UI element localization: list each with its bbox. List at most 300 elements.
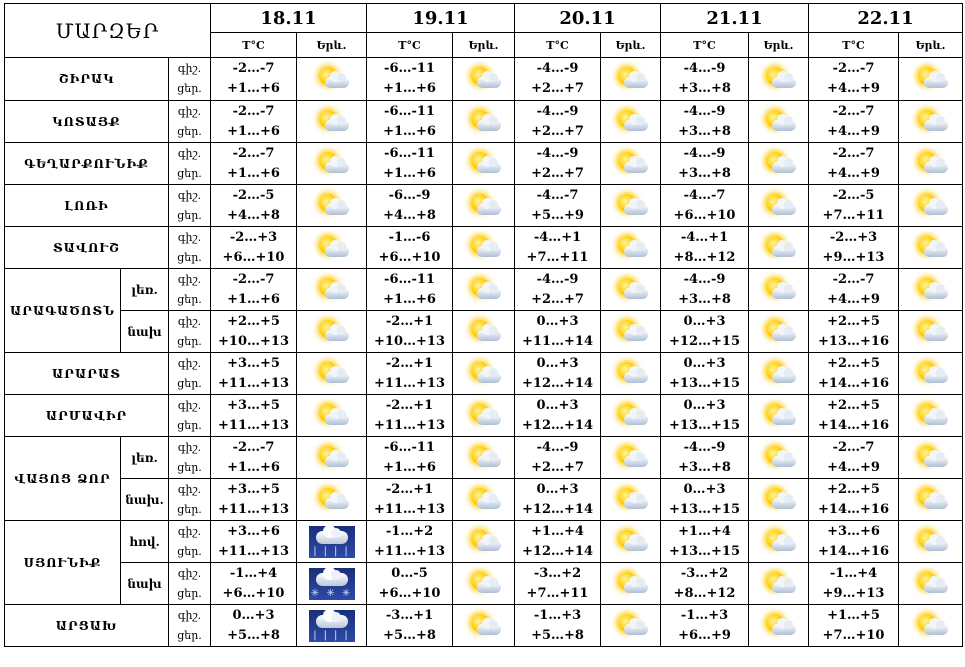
region-name: ԱՐՑԱԽ [5, 605, 169, 647]
weather-cell [749, 311, 809, 353]
day-temp: +11…+14 [522, 333, 593, 349]
partly-cloudy-icon [914, 528, 948, 556]
night-temp: -2…+1 [385, 397, 434, 413]
subregion-label: նախ [121, 311, 169, 353]
day-temp: +10…+13 [218, 333, 289, 349]
table-row [5, 101, 963, 143]
partly-cloudy-icon [467, 444, 501, 472]
day-temp: +6…+10 [378, 249, 441, 265]
day-temp: +6…+9 [678, 627, 731, 643]
night-temp: -4…-7 [683, 187, 726, 203]
region-name: ՇԻՐԱԿ [5, 58, 169, 101]
day-temp: +3…+8 [678, 165, 731, 181]
night-temp: 0…-5 [391, 565, 428, 581]
table-row [5, 143, 963, 185]
region-name: ԱՐԱՐԱՏ [5, 353, 169, 395]
partly-cloudy-icon [614, 192, 648, 220]
partly-cloudy-icon [467, 486, 501, 514]
weather-cell [297, 605, 367, 647]
partly-cloudy-icon [914, 276, 948, 304]
temperature-cell [515, 395, 601, 437]
day-temp: +12…+14 [522, 501, 593, 517]
weather-cell [297, 521, 367, 563]
day-temp: +7…+11 [526, 249, 589, 265]
day-temp: +4…+8 [383, 207, 436, 223]
weather-cell [899, 101, 963, 143]
day-temp: +14…+16 [818, 543, 889, 559]
night-temp: -4…+1 [533, 229, 582, 245]
weather-cell [899, 227, 963, 269]
temperature-cell [367, 311, 453, 353]
night-temp: -4…-9 [683, 271, 726, 287]
weather-cell [453, 185, 515, 227]
night-temp: -2…-5 [232, 187, 275, 203]
day-temp: +1…+6 [227, 165, 280, 181]
temperature-cell [661, 58, 749, 101]
temperature-cell [211, 227, 297, 269]
day-label: ցեր. [177, 292, 202, 306]
night-temp: -1…+4 [229, 565, 278, 581]
table-row [5, 437, 963, 479]
weather-col-header: Երև. [601, 33, 661, 58]
night-temp: 0…+3 [536, 481, 579, 497]
night-temp: 0…+3 [536, 355, 579, 371]
night-temp: -6…-9 [388, 187, 431, 203]
partly-cloudy-icon [762, 234, 796, 262]
rain-cloud-icon: ❘❘❘❘ [309, 526, 355, 558]
weather-col-header: Երև. [453, 33, 515, 58]
weather-cell [749, 185, 809, 227]
temperature-cell [367, 101, 453, 143]
date-header: 21.11 [661, 4, 809, 33]
weather-cell [899, 521, 963, 563]
partly-cloudy-icon [914, 444, 948, 472]
day-temp: +14…+16 [818, 375, 889, 391]
temperature-cell [515, 437, 601, 479]
partly-cloudy-icon [467, 108, 501, 136]
table-row [5, 353, 963, 395]
temperature-cell [367, 227, 453, 269]
partly-cloudy-icon [467, 65, 501, 93]
partly-cloudy-icon [315, 402, 349, 430]
day-temp: +11…+13 [218, 543, 289, 559]
partly-cloudy-icon [914, 318, 948, 346]
day-temp: +8…+12 [673, 585, 736, 601]
day-temp: +12…+14 [522, 375, 593, 391]
day-night-labels [169, 101, 211, 143]
partly-cloudy-icon [762, 192, 796, 220]
weather-cell [453, 311, 515, 353]
night-temp: +3…+6 [227, 523, 280, 539]
day-temp: +5…+9 [531, 207, 584, 223]
night-temp: -2…-7 [232, 271, 275, 287]
region-name: ԱՐԱԳԱԾՈՏՆ [5, 269, 121, 353]
partly-cloudy-icon [614, 318, 648, 346]
night-label: գիշ. [177, 272, 202, 286]
partly-cloudy-icon [467, 150, 501, 178]
night-temp: -3…+2 [680, 565, 729, 581]
weather-cell [899, 605, 963, 647]
day-temp: +4…+9 [827, 81, 880, 96]
temperature-cell [809, 605, 899, 647]
region-name: ԿՈՏԱՅՔ [5, 101, 169, 143]
weather-cell [749, 227, 809, 269]
weather-cell [601, 353, 661, 395]
weather-cell [601, 143, 661, 185]
weather-cell [453, 58, 515, 101]
night-temp: 0…+3 [232, 607, 275, 623]
day-temp: +12…+15 [669, 333, 740, 349]
region-name: ԼՈՌԻ [5, 185, 169, 227]
night-temp: -2…-7 [232, 61, 275, 76]
weather-cell [453, 605, 515, 647]
day-temp: +1…+6 [383, 291, 436, 307]
table-row [5, 521, 963, 563]
day-label: ցեր. [177, 376, 202, 390]
weather-cell [899, 563, 963, 605]
day-temp: +2…+7 [531, 291, 584, 307]
region-name: ՍՅՈՒՆԻՔ [5, 521, 121, 605]
day-temp: +9…+13 [822, 585, 885, 601]
weather-cell [899, 311, 963, 353]
forecast-table [4, 3, 963, 647]
partly-cloudy-icon [914, 65, 948, 93]
day-temp: +7…+11 [822, 207, 885, 223]
weather-cell [749, 143, 809, 185]
day-temp: +6…+10 [222, 585, 285, 601]
temperature-cell [367, 353, 453, 395]
day-label: ցեր. [177, 82, 202, 95]
weather-cell [601, 395, 661, 437]
partly-cloudy-icon [315, 486, 349, 514]
day-night-labels [169, 269, 211, 311]
night-label: գիշ. [177, 524, 202, 538]
weather-cell [297, 563, 367, 605]
temperature-cell [211, 58, 297, 101]
night-temp: -4…-9 [683, 439, 726, 455]
day-temp: +5…+8 [227, 627, 280, 643]
night-label: գիշ. [177, 440, 202, 454]
night-label: գիշ. [177, 314, 202, 328]
day-temp: +4…+9 [827, 459, 880, 475]
day-temp: +11…+13 [374, 417, 445, 433]
night-temp: -4…-9 [683, 61, 726, 76]
day-temp: +7…+11 [526, 585, 589, 601]
temperature-cell [515, 227, 601, 269]
night-temp: -4…-9 [536, 271, 579, 287]
night-temp: -4…-9 [536, 61, 579, 76]
weather-col-header: Երև. [297, 33, 367, 58]
partly-cloudy-icon [914, 402, 948, 430]
temperature-cell [515, 143, 601, 185]
night-temp: -6…-11 [384, 145, 435, 161]
weather-cell [899, 58, 963, 101]
weather-cell [749, 395, 809, 437]
night-temp: +3…+6 [827, 523, 880, 539]
night-temp: -3…+2 [533, 565, 582, 581]
night-temp: +1…+4 [678, 523, 731, 539]
night-temp: -2…+1 [385, 481, 434, 497]
partly-cloudy-icon [762, 360, 796, 388]
night-temp: 0…+3 [683, 313, 726, 329]
night-temp: -4…+1 [680, 229, 729, 245]
day-label: ցեր. [177, 544, 202, 558]
day-temp: +10…+13 [374, 333, 445, 349]
region-name: ՏԱՎՈՒՇ [5, 227, 169, 269]
weather-cell [297, 143, 367, 185]
night-temp: -2…-7 [832, 271, 875, 287]
partly-cloudy-icon [467, 570, 501, 598]
partly-cloudy-icon [614, 486, 648, 514]
day-temp: +7…+10 [822, 627, 885, 643]
temp-col-header: T°C [211, 33, 297, 58]
temperature-cell [809, 269, 899, 311]
day-temp: +3…+8 [678, 81, 731, 96]
day-label: ցեր. [177, 334, 202, 348]
day-temp: +1…+6 [383, 123, 436, 139]
temperature-cell [211, 437, 297, 479]
partly-cloudy-icon [762, 528, 796, 556]
partly-cloudy-icon [315, 150, 349, 178]
weather-cell [749, 437, 809, 479]
night-temp: -2…-5 [832, 187, 875, 203]
day-temp: +2…+7 [531, 81, 584, 96]
temperature-cell [211, 269, 297, 311]
day-temp: +3…+8 [678, 291, 731, 307]
day-label: ցեր. [177, 460, 202, 474]
weather-cell [453, 227, 515, 269]
weather-cell [601, 563, 661, 605]
partly-cloudy-icon [467, 192, 501, 220]
temperature-cell [211, 395, 297, 437]
weather-cell [601, 605, 661, 647]
day-temp: +14…+16 [818, 501, 889, 517]
night-label: գիշ. [177, 398, 202, 412]
temperature-cell [515, 311, 601, 353]
weather-cell [297, 58, 367, 101]
night-label: գիշ. [177, 230, 202, 244]
partly-cloudy-icon [315, 108, 349, 136]
temperature-cell [367, 605, 453, 647]
day-temp: +2…+7 [531, 123, 584, 139]
day-temp: +11…+13 [218, 417, 289, 433]
weather-cell [297, 311, 367, 353]
day-temp: +9…+13 [822, 249, 885, 265]
day-temp: +11…+13 [374, 375, 445, 391]
partly-cloudy-icon [614, 276, 648, 304]
temperature-cell [515, 521, 601, 563]
temperature-cell [367, 563, 453, 605]
temperature-cell [661, 395, 749, 437]
day-temp: +4…+8 [227, 207, 280, 223]
temperature-cell [367, 521, 453, 563]
night-temp: 0…+3 [536, 397, 579, 413]
weather-cell [453, 101, 515, 143]
night-temp: -2…-7 [232, 103, 275, 119]
weather-cell [453, 353, 515, 395]
weather-cell [899, 479, 963, 521]
partly-cloudy-icon [762, 612, 796, 640]
temperature-cell [661, 521, 749, 563]
weather-cell [899, 269, 963, 311]
day-night-labels [169, 521, 211, 563]
night-temp: -4…-9 [683, 145, 726, 161]
day-temp: +1…+6 [383, 459, 436, 475]
day-night-labels [169, 479, 211, 521]
date-header: 18.11 [211, 4, 367, 33]
weather-col-header: Երև. [899, 33, 963, 58]
night-temp: -3…+1 [385, 607, 434, 623]
weather-cell [749, 269, 809, 311]
rain-cloud-icon: ❘❘❘❘ [309, 610, 355, 642]
day-temp: +1…+6 [383, 165, 436, 181]
weather-cell [749, 605, 809, 647]
temperature-cell [211, 563, 297, 605]
weather-cell [899, 437, 963, 479]
temperature-cell [809, 479, 899, 521]
weather-cell [453, 521, 515, 563]
partly-cloudy-icon [614, 402, 648, 430]
day-label: ցեր. [177, 166, 202, 180]
night-temp: 0…+3 [683, 355, 726, 371]
partly-cloudy-icon [762, 276, 796, 304]
day-temp: +5…+8 [531, 627, 584, 643]
day-temp: +6…+10 [378, 585, 441, 601]
day-temp: +11…+13 [374, 543, 445, 559]
partly-cloudy-icon [614, 570, 648, 598]
night-label: գիշ. [177, 566, 202, 580]
temperature-cell [515, 101, 601, 143]
night-temp: +2…+5 [827, 355, 880, 371]
weather-cell [899, 353, 963, 395]
day-temp: +8…+12 [673, 249, 736, 265]
day-temp: +11…+13 [218, 501, 289, 517]
day-temp: +13…+15 [669, 375, 740, 391]
night-temp: -2…-7 [232, 439, 275, 455]
day-temp: +1…+6 [227, 81, 280, 96]
day-night-labels [169, 227, 211, 269]
temperature-cell [809, 311, 899, 353]
temperature-cell [809, 395, 899, 437]
snow-cloud-icon: ✳ ✳ ✳ [309, 568, 355, 600]
temperature-cell [515, 58, 601, 101]
night-temp: -1…+3 [680, 607, 729, 623]
weather-col-header: Երև. [749, 33, 809, 58]
table-row [5, 269, 963, 311]
subregion-label: լեռ. [121, 437, 169, 479]
partly-cloudy-icon [614, 360, 648, 388]
temperature-cell [809, 353, 899, 395]
partly-cloudy-icon [762, 486, 796, 514]
night-label: գիշ. [177, 146, 202, 160]
night-temp: 0…+3 [536, 313, 579, 329]
partly-cloudy-icon [467, 612, 501, 640]
weather-cell [601, 479, 661, 521]
partly-cloudy-icon [315, 192, 349, 220]
partly-cloudy-icon [914, 360, 948, 388]
temperature-cell [661, 227, 749, 269]
temperature-cell [809, 58, 899, 101]
table-row [5, 58, 963, 101]
day-night-labels [169, 311, 211, 353]
night-temp: -4…-9 [536, 145, 579, 161]
partly-cloudy-icon [914, 486, 948, 514]
temperature-cell [211, 479, 297, 521]
temperature-cell [367, 269, 453, 311]
weather-cell [601, 58, 661, 101]
weather-cell [453, 437, 515, 479]
regions-header: ՄԱՐԶԵՐ [5, 4, 211, 58]
day-temp: +2…+7 [531, 165, 584, 181]
date-header: 20.11 [515, 4, 661, 33]
date-header: 19.11 [367, 4, 515, 33]
night-temp: -4…-9 [536, 439, 579, 455]
temperature-cell [661, 353, 749, 395]
weather-cell [749, 563, 809, 605]
night-temp: -6…-11 [384, 103, 435, 119]
subregion-label: նախ. [121, 479, 169, 521]
night-temp: -2…-7 [832, 145, 875, 161]
region-name: ԱՐՄԱՎԻՐ [5, 395, 169, 437]
night-temp: +1…+4 [531, 523, 584, 539]
day-temp: +2…+7 [531, 459, 584, 475]
date-header: 22.11 [809, 4, 963, 33]
night-label: գիշ. [177, 188, 202, 202]
night-temp: -1…+3 [533, 607, 582, 623]
day-label: ցեր. [177, 208, 202, 222]
temp-col-header: T°C [515, 33, 601, 58]
night-temp: +2…+5 [227, 313, 280, 329]
partly-cloudy-icon [762, 108, 796, 136]
weather-cell [749, 58, 809, 101]
night-temp: +2…+5 [827, 397, 880, 413]
partly-cloudy-icon [762, 150, 796, 178]
partly-cloudy-icon [614, 234, 648, 262]
day-temp: +4…+9 [827, 165, 880, 181]
night-temp: -6…-11 [384, 61, 435, 76]
partly-cloudy-icon [762, 402, 796, 430]
night-temp: -4…-9 [683, 103, 726, 119]
temp-col-header: T°C [661, 33, 749, 58]
subregion-label: նախ [121, 563, 169, 605]
temperature-cell [515, 605, 601, 647]
night-temp: -4…-7 [536, 187, 579, 203]
day-temp: +6…+10 [222, 249, 285, 265]
weather-cell [601, 227, 661, 269]
day-temp: +1…+6 [227, 123, 280, 139]
night-temp: +3…+5 [227, 397, 280, 413]
weather-cell [749, 353, 809, 395]
weather-cell [899, 143, 963, 185]
weather-cell [453, 479, 515, 521]
night-temp: -1…+4 [829, 565, 878, 581]
night-temp: -2…-7 [832, 61, 875, 76]
weather-cell [601, 101, 661, 143]
day-temp: +12…+14 [522, 417, 593, 433]
temp-col-header: T°C [367, 33, 453, 58]
temperature-cell [367, 395, 453, 437]
temperature-cell [661, 101, 749, 143]
partly-cloudy-icon [467, 528, 501, 556]
night-temp: -2…-7 [832, 103, 875, 119]
night-temp: 0…+3 [683, 481, 726, 497]
partly-cloudy-icon [914, 108, 948, 136]
temperature-cell [661, 269, 749, 311]
day-temp: +5…+8 [383, 627, 436, 643]
night-temp: -1…+2 [385, 523, 434, 539]
night-temp: -6…-11 [384, 439, 435, 455]
partly-cloudy-icon [467, 234, 501, 262]
